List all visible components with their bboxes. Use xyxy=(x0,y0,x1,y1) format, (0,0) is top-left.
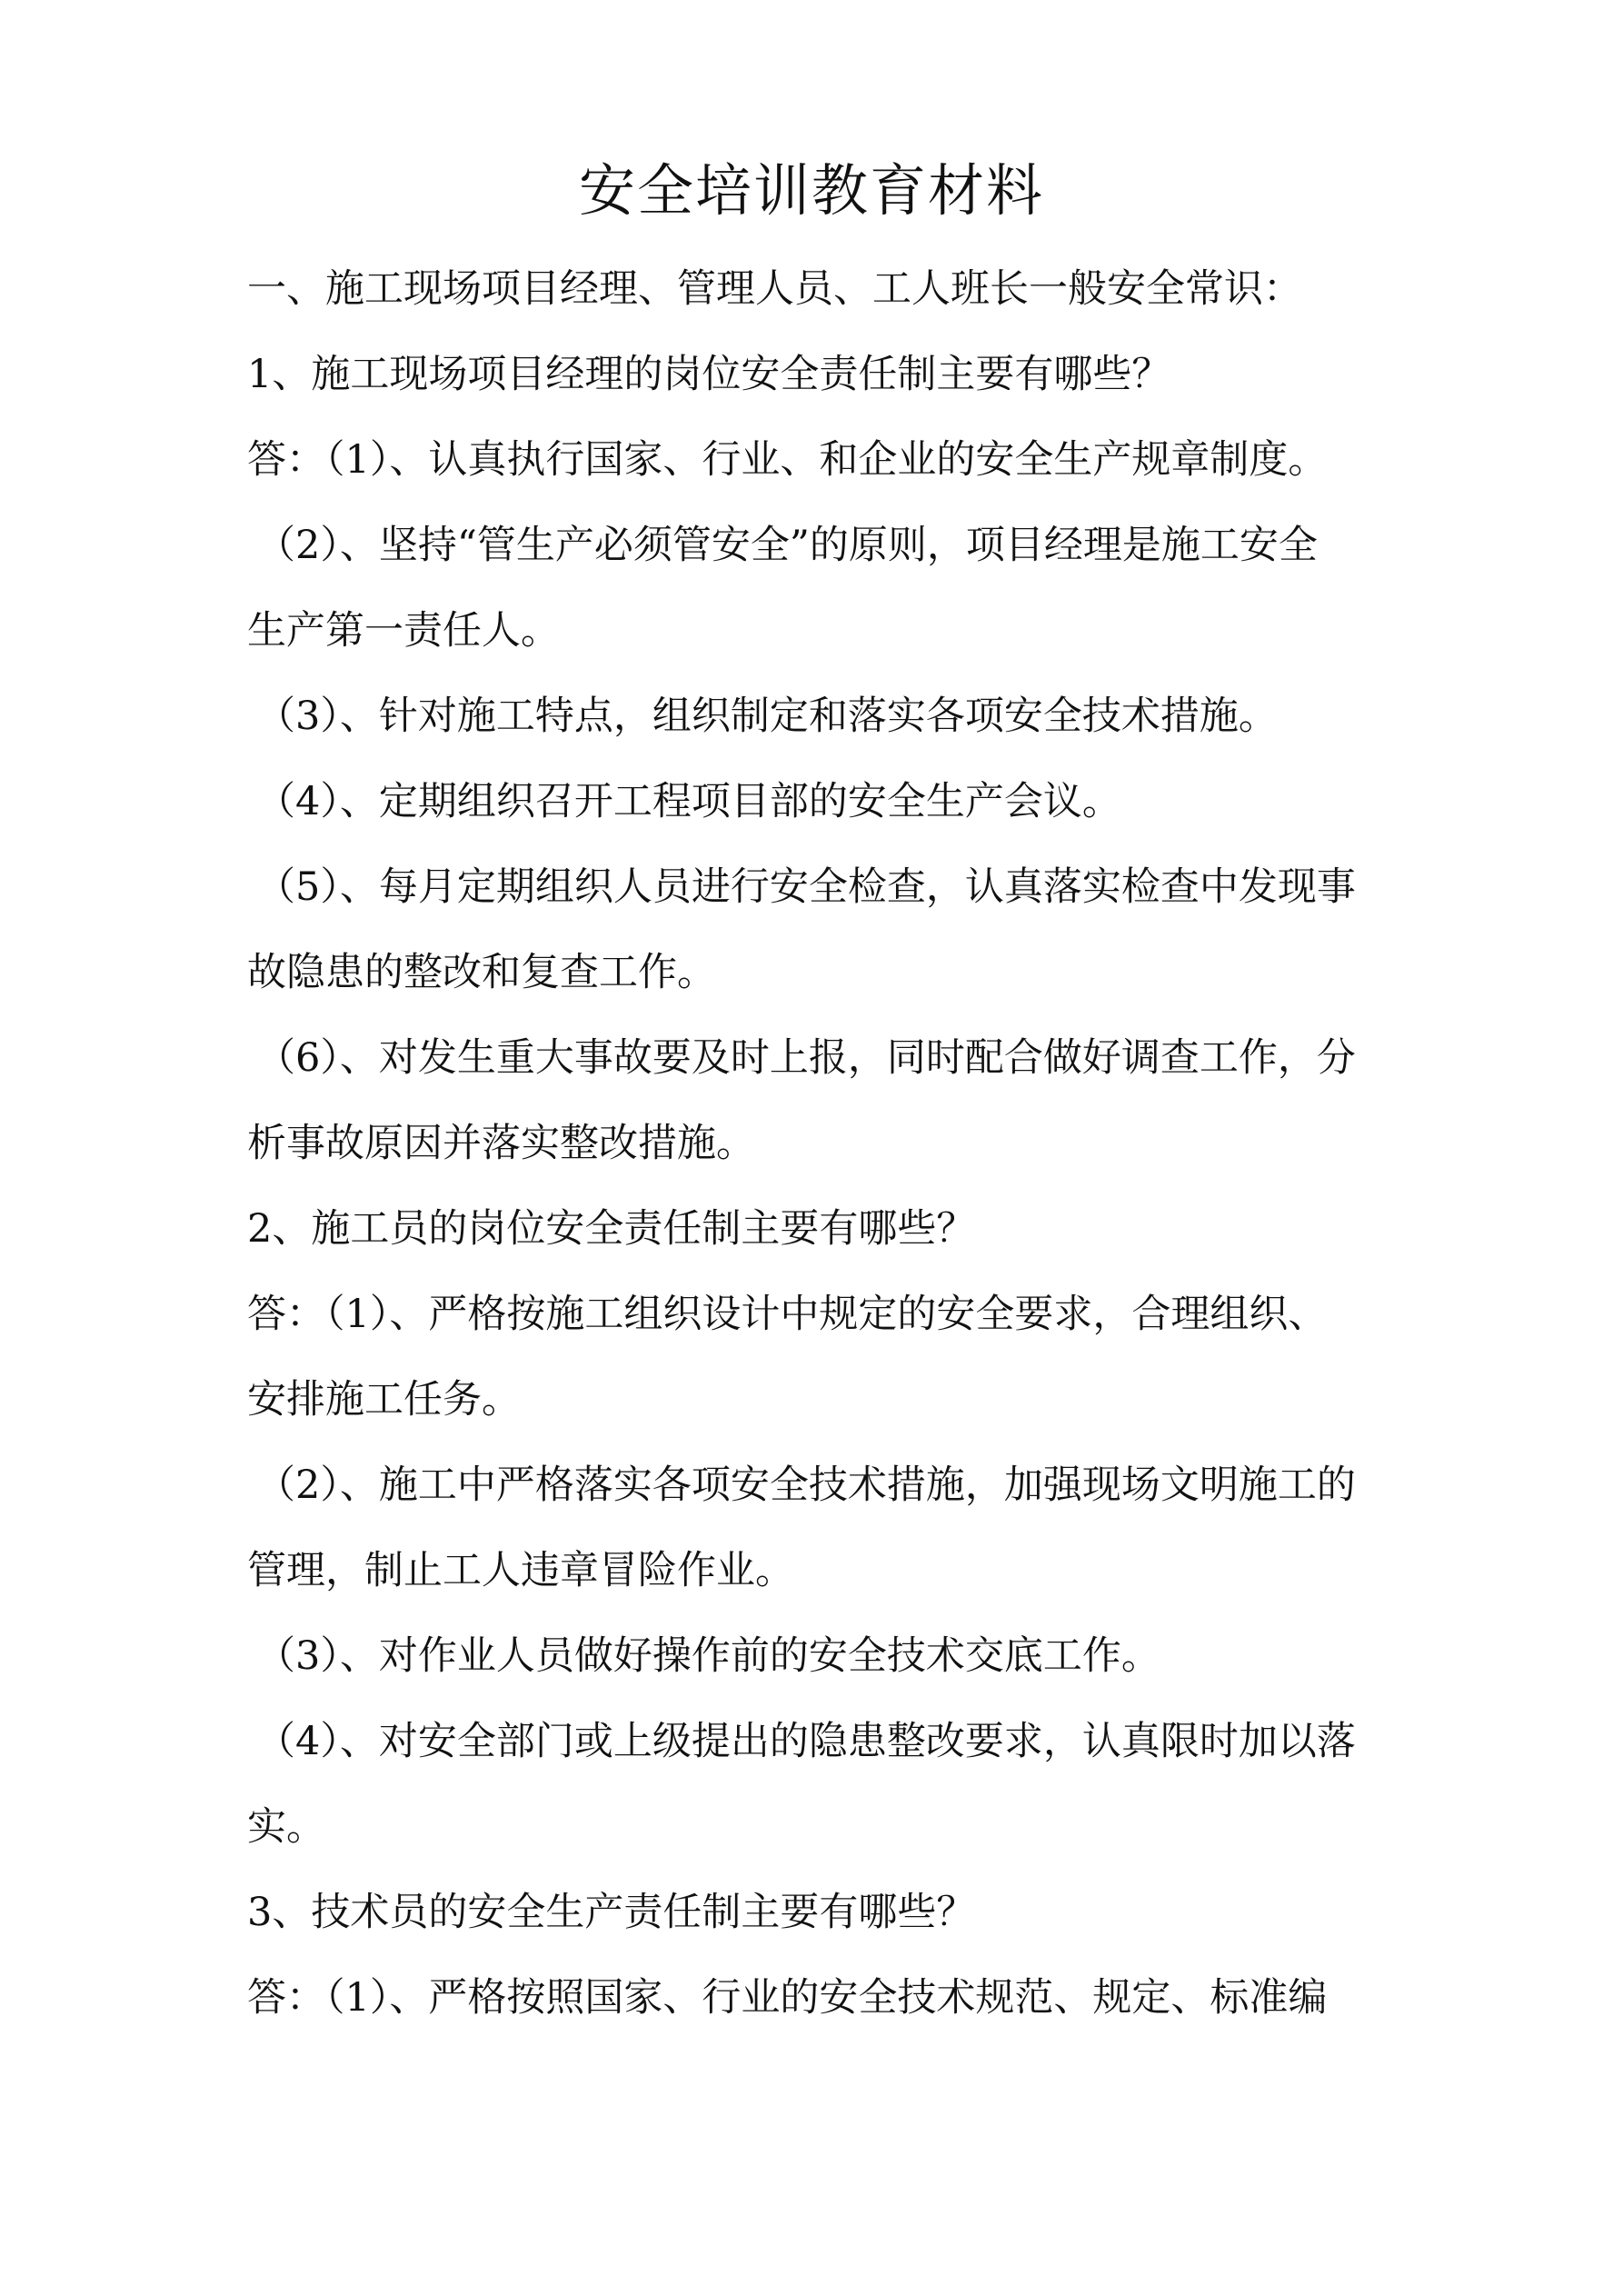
answer-2-item-2: （2）、施工中严格落实各项安全技术措施，加强现场文明施工的 xyxy=(256,1462,1356,1508)
answer-1-item-2: （2）、坚持“管生产必须管安全”的原则，项目经理是施工安全 xyxy=(256,523,1318,568)
answer-1-item-2-cont: 生产第一责任人。 xyxy=(247,608,560,654)
answer-2-item-1: 答：（1）、严格按施工组织设计中规定的安全要求，合理组织、 xyxy=(247,1292,1328,1337)
answer-2-item-1-cont: 安排施工任务。 xyxy=(247,1377,521,1423)
answer-3-item-1: 答：（1）、严格按照国家、行业的安全技术规范、规定、标准编 xyxy=(247,1975,1328,2021)
question-2: 2、施工员的岗位安全责任制主要有哪些？ xyxy=(247,1206,976,1252)
document-title: 安全培训教育材料 xyxy=(578,157,1044,224)
answer-1-item-5: （5）、每月定期组织人员进行安全检查，认真落实检查中发现事 xyxy=(256,864,1356,910)
question-3: 3、技术员的安全生产责任制主要有哪些？ xyxy=(247,1890,976,1935)
answer-1-item-6-cont: 析事故原因并落实整改措施。 xyxy=(247,1121,755,1166)
answer-1-item-4: （4）、定期组织召开工程项目部的安全生产会议。 xyxy=(256,779,1121,824)
answer-1-item-3: （3）、针对施工特点，组织制定和落实各项安全技术措施。 xyxy=(256,694,1278,739)
question-1: 1、施工现场项目经理的岗位安全责任制主要有哪些？ xyxy=(247,352,1171,397)
answer-2-item-4: （4）、对安全部门或上级提出的隐患整改要求，认真限时加以落 xyxy=(256,1719,1356,1764)
answer-2-item-2-cont: 管理，制止工人违章冒险作业。 xyxy=(247,1548,794,1593)
answer-2-item-3: （3）、对作业人员做好操作前的安全技术交底工作。 xyxy=(256,1633,1160,1679)
answer-2-item-4-cont: 实。 xyxy=(247,1804,325,1850)
answer-1-item-5-cont: 故隐患的整改和复查工作。 xyxy=(247,950,716,995)
answer-1-item-6: （6）、对发生重大事故要及时上报，同时配合做好调查工作，分 xyxy=(256,1035,1356,1081)
answer-1-item-1: 答：（1）、认真执行国家、行业、和企业的安全生产规章制度。 xyxy=(247,437,1328,483)
section-heading-1: 一、施工现场项目经理、管理人员、工人班长一般安全常识： xyxy=(247,266,1302,312)
